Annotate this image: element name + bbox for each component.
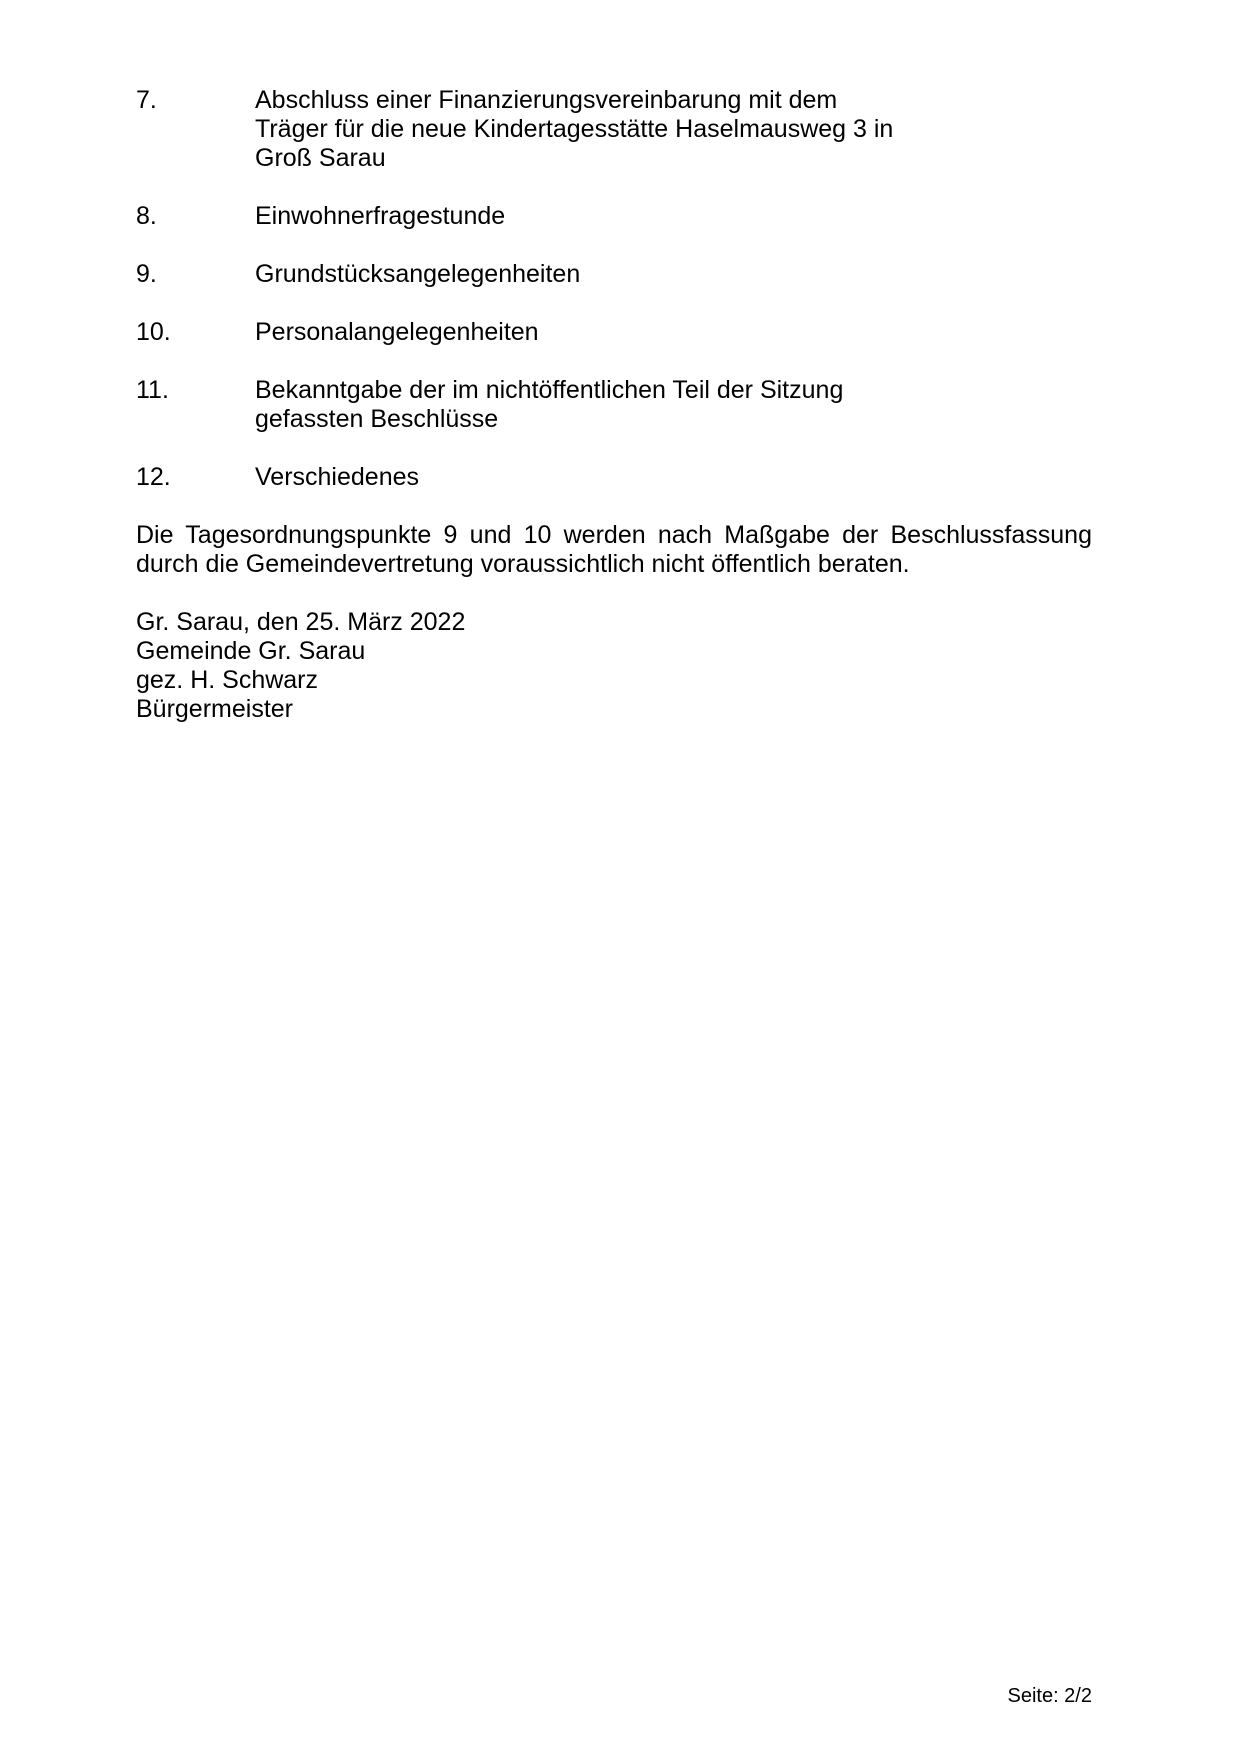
agenda-item-12 [136,463,1092,492]
agenda-item-text-line: Verschiedenes [255,463,420,491]
agenda-item-11 [136,376,1092,434]
agenda-item-number: 11. [136,376,169,404]
non-public-note: Die Tagesordnungspunkte 9 und 10 werden nach Maßgabe der Beschlussfassung durch die Gemeindevertretung voraussichtlich nicht öffentlich beraten. [136,521,1092,578]
signature-place-date: Gr. Sarau, den 25. März 2022 [136,608,466,636]
agenda-item-text-line: Bekanntgabe der im nichtöffentlichen Teil der Sitzung [255,376,844,404]
agenda-item-number: 9. [136,260,157,288]
agenda-item-9 [136,260,1092,289]
agenda-item-text-line: Grundstücksangelegenheiten [255,260,581,288]
agenda-item-text-line: gefassten Beschlüsse [255,405,499,433]
agenda-item-text-line: Groß Sarau [255,144,386,172]
agenda-item-number: 7. [136,86,157,114]
signature-block [136,608,1092,724]
agenda-item-number: 8. [136,202,157,230]
agenda-item-number: 10. [136,318,171,346]
agenda-item-text-line: Einwohnerfragestunde [255,202,506,230]
signature-role: Bürgermeister [136,695,293,723]
signature-organization: Gemeinde Gr. Sarau [136,637,366,665]
agenda-item-10 [136,318,1092,347]
agenda-item-text-line: Träger für die neue Kindertagesstätte Haselmausweg 3 in [255,115,894,143]
signature-signed-by: gez. H. Schwarz [136,666,319,694]
agenda-item-7 [136,86,1092,173]
agenda-item-text-line: Personalangelegenheiten [255,318,539,346]
document-content [136,86,1092,724]
agenda-item-text-line: Abschluss einer Finanzierungsvereinbarung mit dem [255,86,838,114]
agenda-item-8 [136,202,1092,231]
page-number-footer: Seite: 2/2 [1007,1685,1092,1707]
agenda-item-number: 12. [136,463,171,491]
